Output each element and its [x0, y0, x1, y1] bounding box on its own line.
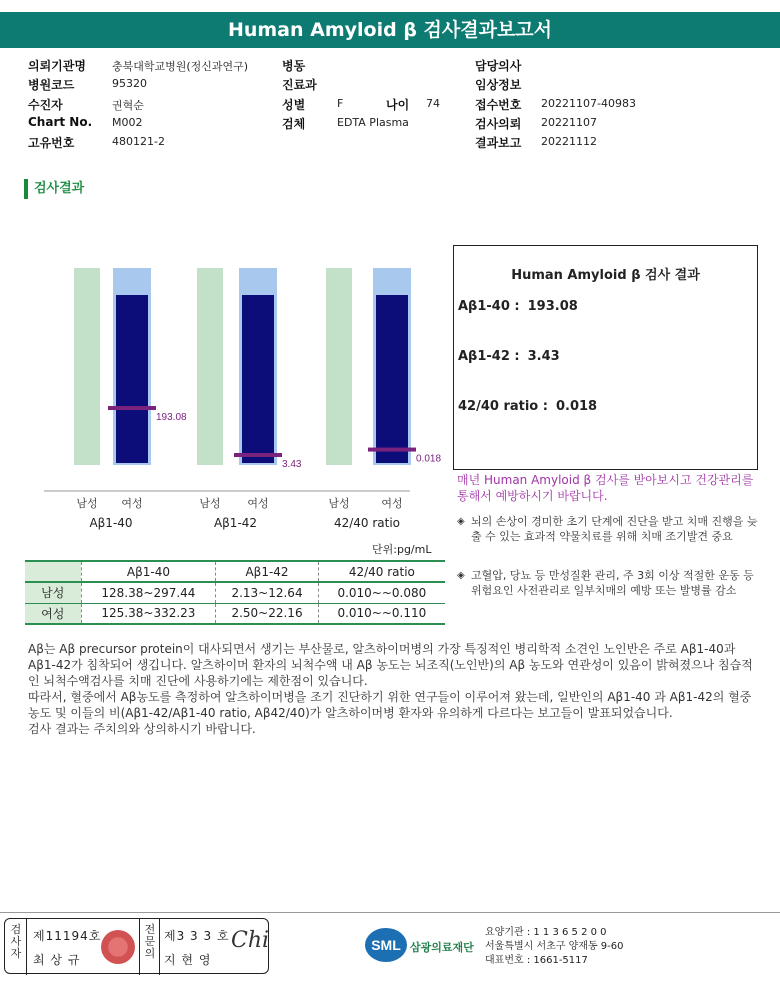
table-cell: 128.38~297.44: [81, 582, 216, 603]
sex-value: F: [337, 97, 344, 110]
table-header-row: [25, 561, 445, 582]
ab40-label: Aβ1-40 :: [458, 299, 520, 314]
value-marker: [108, 406, 156, 410]
male-bar: [326, 268, 352, 465]
male-bar: [197, 268, 223, 465]
ward-label: 병동: [282, 59, 306, 73]
chart-no-value: M002: [112, 116, 143, 129]
lab-info: [485, 926, 624, 968]
female-range-bar: [242, 295, 274, 463]
female-range-bar: [116, 295, 148, 463]
request-label: 검사의뢰: [475, 117, 522, 131]
value-label: 193.08: [156, 412, 187, 424]
receipt-label: 접수번호: [475, 98, 522, 112]
doctor-label: 담당의사: [475, 59, 522, 73]
sub-category-label: 여성: [121, 497, 143, 510]
table-cell: 2.50~22.16: [216, 603, 318, 624]
result-ab42: [458, 349, 560, 364]
uid-label: 고유번호: [28, 136, 75, 150]
specialist-label: 전문의: [144, 923, 156, 960]
sub-category-label: 남성: [76, 497, 98, 510]
value-label: 3.43: [282, 459, 302, 470]
paragraph: 따라서, 혈중에서 Aβ농도를 측정하여 알츠하이머병을 조기 진단하기 위한 연구들이 이루어져 왔는데, 일반인의 Aβ1-40 과 Aβ1-42의 혈중 농도 및 이들의 비(Aβ1-42/Aβ1-40 ratio, Aβ42/40)가 알츠하이머병 환자와 유의하게 다르다는 보고들이 발표되었습니다.: [28, 690, 752, 720]
patient-value: 권혁순: [112, 99, 144, 112]
uid-value: 480121-2: [112, 135, 165, 148]
male-bar: [74, 268, 100, 465]
group-label: 42/40 ratio: [333, 516, 401, 530]
value-marker: [234, 453, 282, 457]
reference-table: [25, 560, 445, 625]
report-date-value: 20221112: [541, 135, 597, 148]
divider: [139, 919, 140, 975]
inspector-name: 최 상 규: [33, 953, 81, 967]
signature: Chi: [231, 928, 270, 953]
specialist-number: 제3 3 3 호: [164, 929, 230, 943]
explanation-text: [28, 641, 758, 737]
specimen-value: EDTA Plasma: [337, 116, 409, 129]
table-header-cell: Aβ1-40: [81, 561, 216, 582]
age-value: 74: [426, 97, 440, 110]
table-cell: 남성: [25, 582, 81, 603]
clinical-label: 임상정보: [475, 78, 522, 92]
table-cell: 2.13~12.64: [216, 582, 318, 603]
divider: [26, 919, 27, 975]
hospital-label: 의뢰기관명: [28, 59, 86, 73]
diamond-bullet-icon: ◈: [457, 516, 465, 527]
patient-label: 수진자: [28, 98, 63, 112]
ratio-label: 42/40 ratio :: [458, 399, 548, 414]
ab42-value: 3.43: [527, 349, 560, 364]
value-label: 0.018: [416, 453, 442, 465]
result-box-title: Human Amyloid β 검사 결과: [511, 268, 700, 283]
bullet-item: [457, 568, 762, 598]
phone: 대표번호 : 1661-5117: [485, 955, 588, 966]
table-cell: 0.010~~0.080: [337, 585, 427, 600]
sub-category-label: 여성: [247, 497, 269, 510]
table-cell: 125.38~332.23: [81, 603, 216, 624]
sex-label: 성별: [282, 98, 306, 112]
table-header-cell: [25, 561, 81, 582]
specimen-label: 검체: [282, 117, 306, 131]
sub-category-label: 남성: [328, 497, 350, 510]
age-label: 나이: [386, 98, 410, 112]
address: 서울특별시 서초구 양재동 9-60: [485, 941, 624, 952]
ratio-value: 0.018: [555, 399, 598, 414]
paragraph: 검사 결과는 주치의와 상의하시기 바랍니다.: [28, 722, 256, 736]
sml-logo-icon: [364, 925, 408, 965]
table-header-cell: 42/40 ratio: [348, 564, 415, 579]
sub-category-label: 남성: [199, 497, 221, 510]
table-row: [25, 582, 445, 603]
divider: [159, 919, 160, 975]
footer-divider: [0, 912, 780, 913]
chart-no-label: Chart No.: [28, 115, 93, 129]
result-box: [453, 245, 758, 470]
seal-icon: [101, 930, 135, 964]
female-range-bar: [376, 295, 408, 463]
section-title: 검사결과: [24, 179, 84, 199]
inspector-number: 제11194호: [33, 929, 102, 943]
promo-text: 매년 Human Amyloid β 검사를 받아보시고 건강관리를 통해서 예방하시기 바랍니다.: [457, 473, 754, 503]
report-date-label: 결과보고: [475, 136, 522, 150]
bullet-text: 고혈압, 당뇨 등 만성질환 관리, 주 3회 이상 적절한 운동 등 위험요인 사전관리로 일부치매의 예방 또는 발병률 감소: [471, 569, 754, 597]
org-number: 요양기관 : 1 1 3 6 5 2 0 0: [485, 927, 607, 938]
table-row: [25, 603, 445, 624]
ab42-label: Aβ1-42 :: [458, 349, 520, 364]
hospital-value: 충북대학교병원(정신과연구): [112, 60, 249, 73]
bullet-item: [457, 514, 762, 544]
value-marker: [368, 448, 416, 452]
code-value: 95320: [112, 77, 147, 90]
result-ratio: [458, 399, 597, 414]
table-header-cell: Aβ1-42: [216, 561, 318, 582]
dept-label: 진료과: [282, 78, 317, 92]
sub-category-label: 여성: [381, 497, 403, 510]
signature-box: [4, 918, 269, 974]
report-title: Human Amyloid β 검사결과보고서: [0, 12, 780, 48]
group-label: Aβ1-40: [89, 516, 133, 530]
bullet-text: 뇌의 손상이 경미한 초기 단계에 진단을 받고 치매 진행을 늦출 수 있는 효과적 약물치료를 위해 치매 조기발견 중요: [471, 515, 758, 543]
table-cell: 여성: [25, 603, 81, 624]
result-ab40: [458, 299, 578, 314]
table-cell: 0.010~~0.110: [337, 606, 427, 621]
receipt-value: 20221107-40983: [541, 97, 636, 110]
amyloid-chart: [30, 250, 442, 535]
group-label: Aβ1-42: [213, 516, 258, 530]
unit-label: 단위:pg/mL: [372, 543, 432, 556]
logo-text: SML: [371, 937, 401, 953]
specialist-name: 지 현 영: [164, 953, 212, 967]
paragraph: Aβ는 Aβ precursor protein이 대사되면서 생기는 부산물로, 알츠하이머병의 가장 특징적인 병리학적 소견인 노인반은 주로 Aβ1-40과 Aβ1-42가 침착되어 생깁니다. 알츠하이머 환자의 뇌척수액 내 Aβ 농도는 뇌조직(노인반)의 Aβ 농도와 연관성이 있음이 밝혀졌으나 침습적인 뇌척수액검사를 치매 진단에 사용하기에는 제한점이 있습니다.: [28, 642, 753, 688]
diamond-bullet-icon: ◈: [457, 570, 465, 581]
company-name: 삼광의료재단: [410, 941, 474, 954]
inspector-label: 검사자: [10, 923, 22, 960]
ab40-value: 193.08: [527, 299, 578, 314]
request-value: 20221107: [541, 116, 597, 129]
code-label: 병원코드: [28, 78, 75, 92]
